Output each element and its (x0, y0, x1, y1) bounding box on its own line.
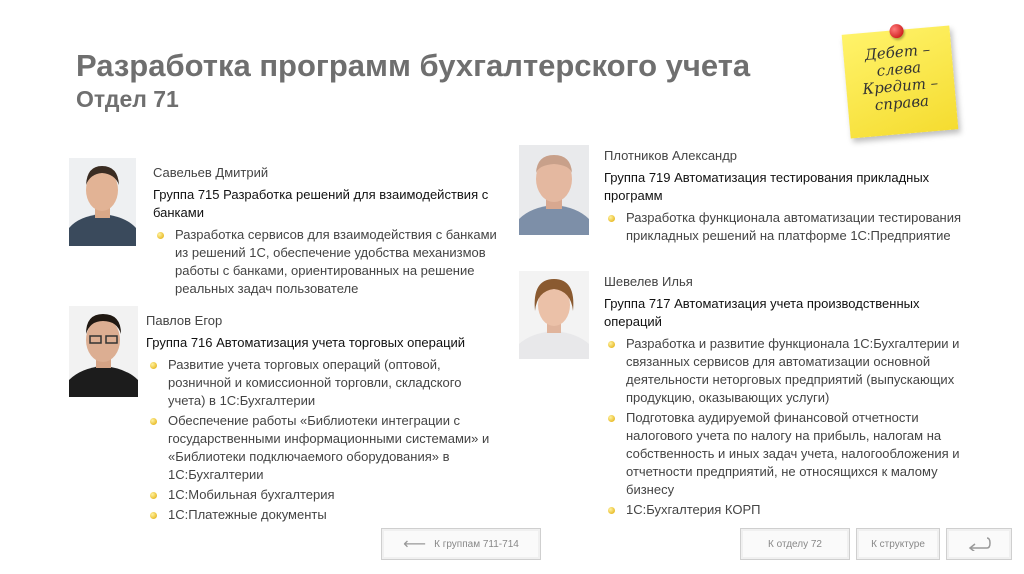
person-name: Павлов Егор (146, 313, 223, 328)
to-department-button[interactable] (740, 528, 850, 560)
person-name: Плотников Александр (604, 148, 738, 163)
photo-savelyev (69, 158, 136, 246)
title-department: Отдел 71 (76, 86, 179, 112)
person-group: Группа 715 Разработка решений для взаимодействия с банками (153, 187, 489, 220)
list-item: Разработка и развитие функционала 1С:Бухгалтерии и связанных сервисов для автоматизации основной деятельности неторговых предприятий (выпускающих продукцию, оказывающих услуги) (604, 335, 964, 407)
person-group: Группа 716 Автоматизация учета торговых операций (146, 335, 466, 350)
to-groups-label: К группам 711-714 (434, 538, 519, 550)
title-main: Разработка программ бухгалтерского учета (76, 48, 751, 83)
list-item: Разработка сервисов для взаимодействия с банками из решений 1С, обеспечение удобства механизмов работы с банками, ориентированных на решение реальных задач пользователе (153, 226, 503, 298)
duty-list (153, 226, 503, 298)
list-item: Разработка функционала автоматизации тестирования прикладных решений на платформе 1С:Предприятие (604, 209, 964, 245)
pushpin-icon (889, 24, 904, 39)
list-item: 1С:Мобильная бухгалтерия (146, 486, 496, 504)
duty-list (604, 209, 964, 245)
slide-title (76, 48, 750, 114)
to-department-label: К отделу 72 (768, 538, 822, 550)
list-item: 1С:Бухгалтерия КОРП (604, 501, 964, 519)
return-arrow-icon (967, 535, 991, 554)
person-group: Группа 717 Автоматизация учета производственных операций (604, 296, 920, 329)
sticky-line: слева (875, 58, 922, 80)
to-structure-label: К структуре (871, 538, 925, 550)
person-card-savelyev (153, 164, 503, 300)
photo-plotnikov (519, 145, 589, 235)
sticky-line: справа (874, 91, 930, 115)
list-item: 1С:Платежные документы (146, 506, 496, 524)
person-group: Группа 719 Автоматизация тестирования прикладных программ (604, 170, 930, 203)
list-item: Обеспечение работы «Библиотеки интеграции с государственными информационными системами» и «Библиотеки подключаемого оборудования» в 1С:Бухгалтерии (146, 412, 496, 484)
arrow-left-icon: ⟵ (403, 536, 427, 553)
person-card-plotnikov (604, 147, 964, 247)
person-card-shevelev (604, 273, 964, 521)
person-name: Шевелев Илья (604, 274, 693, 289)
photo-pavlov (69, 306, 138, 397)
photo-shevelev (519, 271, 589, 359)
sticky-note (842, 25, 959, 138)
to-groups-button[interactable] (381, 528, 541, 560)
duty-list (604, 335, 964, 519)
sticky-line: Дебет – (863, 40, 931, 64)
person-card-pavlov (146, 312, 496, 526)
back-button[interactable] (946, 528, 1012, 560)
duty-list (146, 356, 496, 524)
to-structure-button[interactable] (856, 528, 940, 560)
sticky-line: Кредит – (861, 73, 939, 99)
list-item: Подготовка аудируемой финансовой отчетности налогового учета по налогу на прибыль, налогам на собственность и иных задач учета, налогообложения и отчетности предприятий, не относящихся к малому бизнесу (604, 409, 964, 499)
list-item: Развитие учета торговых операций (оптовой, розничной и комиссионной торговли, складского учета) в 1С:Бухгалтерии (146, 356, 496, 410)
person-name: Савельев Дмитрий (153, 165, 269, 180)
